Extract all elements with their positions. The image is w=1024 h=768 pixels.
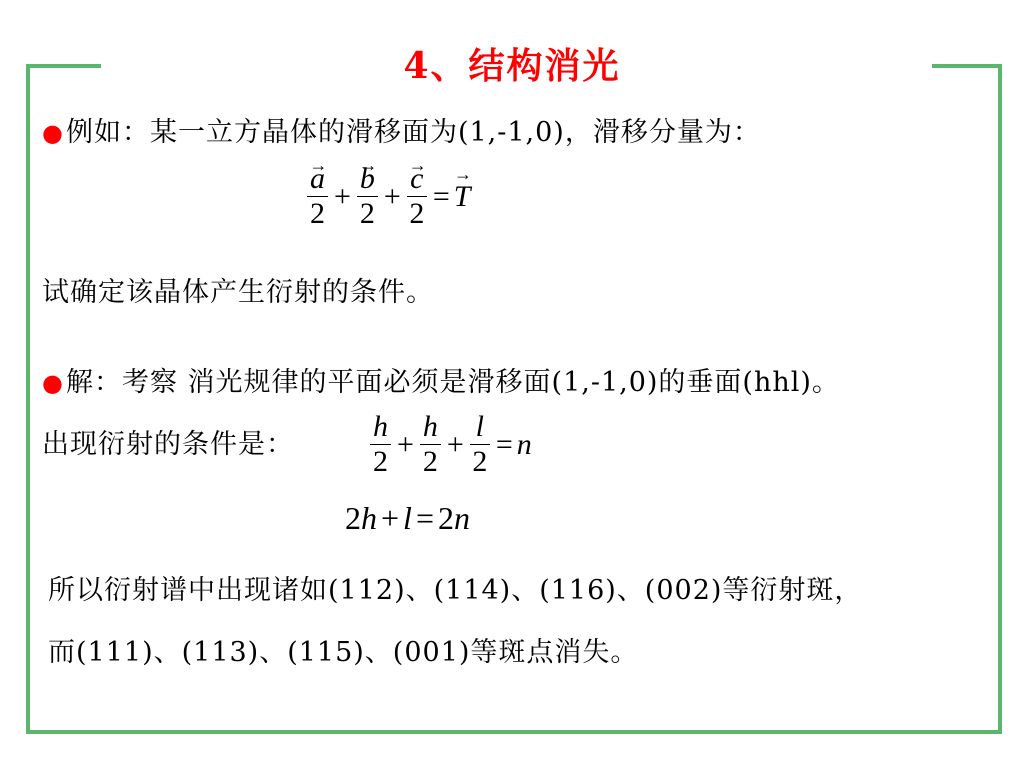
solution-text: 解：考察 消光规律的平面必须是滑移面(1,-1,0)的垂面(hhl)。 [65, 367, 840, 398]
fraction-a [307, 162, 328, 231]
condition-label: 出现衍射的条件是： [42, 429, 294, 460]
slide-title: 4、结构消光 [403, 45, 621, 87]
frame-right-border [998, 64, 1002, 734]
question-line: 试确定该晶体产生衍射的条件。 [42, 277, 434, 308]
numerator-h: h [373, 410, 388, 443]
equals-sign: = [432, 179, 450, 213]
plus-sign: + [446, 427, 464, 461]
fraction-h2 [420, 410, 441, 479]
vector-t: → T [454, 180, 471, 214]
coefficient-2: 2 [345, 500, 361, 536]
frame-left-border [26, 64, 30, 734]
denominator: 2 [422, 445, 438, 478]
numerator-b: → b [357, 162, 378, 196]
fraction-c [407, 162, 427, 231]
numerator-a: → a [307, 162, 328, 196]
fraction-b [357, 162, 378, 231]
denominator: 2 [472, 445, 488, 478]
bullet-icon: ● [42, 119, 64, 147]
variable-n: n [516, 427, 532, 461]
numerator-h: h [422, 410, 438, 443]
denominator: 2 [409, 197, 425, 230]
denominator: 2 [373, 445, 388, 478]
equals-sign: = [415, 500, 434, 536]
equals-sign: = [495, 427, 513, 461]
plus-sign: + [383, 179, 401, 213]
numerator-l: l [475, 410, 485, 443]
conclusion-line-2: 而(111)、(113)、(115)、(001)等斑点消失。 [48, 637, 639, 668]
plus-sign: + [334, 179, 351, 213]
formula-diffraction-condition [368, 410, 532, 479]
variable-l: l [403, 500, 412, 536]
fraction-l [470, 410, 490, 479]
example-line [42, 110, 761, 149]
example-text: 例如：某一立方晶体的滑移面为(1,-1,0)，滑移分量为： [65, 117, 761, 148]
denominator: 2 [310, 197, 325, 230]
plus-sign: + [381, 500, 400, 536]
variable-h: h [361, 500, 377, 536]
formula-simplified-condition [345, 500, 470, 537]
formula-glide-vector [305, 162, 470, 231]
denominator: 2 [359, 197, 375, 230]
solution-line [42, 360, 840, 399]
plus-sign: + [397, 427, 414, 461]
coefficient-2: 2 [437, 500, 454, 536]
conclusion-line-1: 所以衍射谱中出现诸如(112)、(114)、(116)、(002)等衍射斑， [48, 575, 863, 606]
frame-bottom-border [26, 730, 1002, 734]
numerator-c: → c [407, 162, 426, 196]
fraction-h1 [370, 410, 391, 479]
variable-n: n [453, 500, 470, 536]
bullet-icon: ● [42, 369, 64, 397]
